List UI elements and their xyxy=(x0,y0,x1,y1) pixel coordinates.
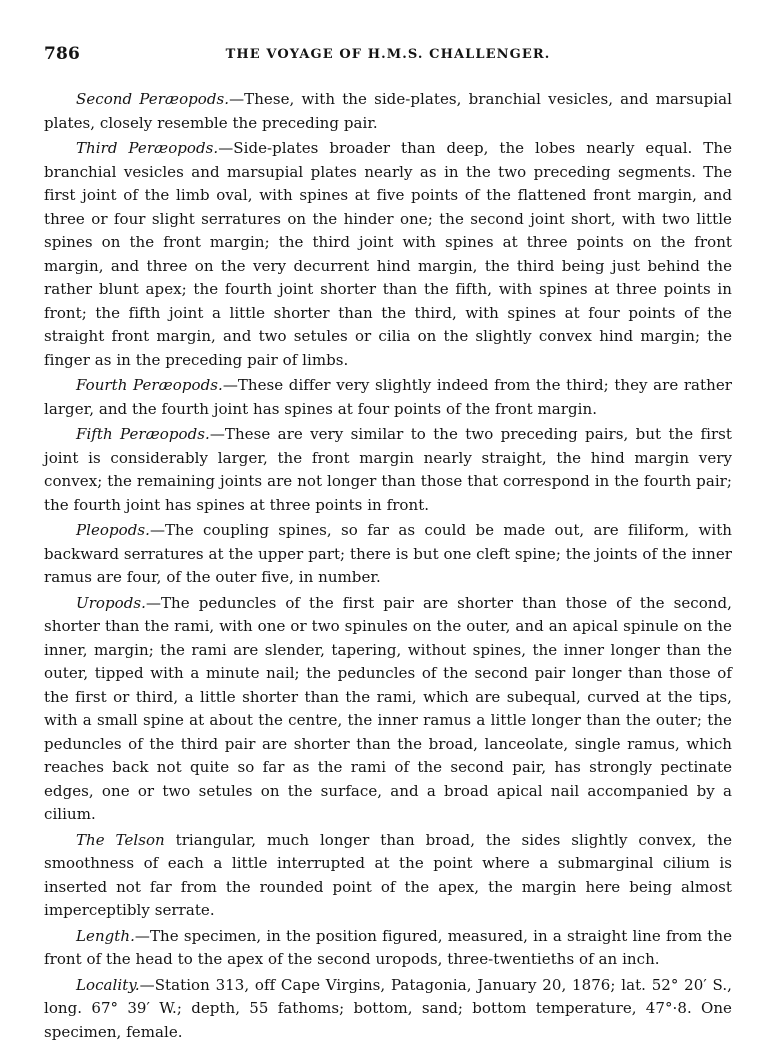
paragraph-lead: The Telson xyxy=(76,830,165,849)
paragraph-lead: Fifth Peræopods. xyxy=(76,425,210,443)
paragraph-pleopods xyxy=(44,519,732,590)
paragraph-fifth-peraeopods xyxy=(44,423,732,517)
paragraph-third-peraeopods xyxy=(44,137,732,372)
paragraph-text: —The specimen, in the position figured, measured, in a straight line from the front of the head to the apex of the second uropods, three-twentieths of an inch. xyxy=(44,926,732,968)
paragraph-text: —These are very similar to the two preceding pairs, but the first joint is considerably larger, the front margin nearly straight, the hind margin very convex; the remaining joints are not longer than those that correspond in the fourth pair; the fourth joint has spines at three points in front. xyxy=(44,425,733,514)
document-page xyxy=(44,38,732,1046)
paragraph-lead: Fourth Peræopods. xyxy=(76,376,223,394)
paragraph-text: triangular, much longer than broad, the sides slightly convex, the smoothness of each a little interrupted at the point where a submarginal cilium is inserted not far from the rounded point of the apex, the margin here being almost imperceptibly serrate. xyxy=(44,830,732,919)
paragraph-text: —The coupling spines, so far as could be made out, are filiform, with backward serratures at the upper part; there is but one cleft spine; the joints of the inner ramus are four, of the outer five, in number. xyxy=(44,521,732,586)
paragraph-telson xyxy=(44,829,732,923)
paragraph-text: —These, with the side-plates, branchial vesicles, and marsupial plates, closely resemble the preceding pair. xyxy=(44,90,732,132)
paragraph-lead: Second Peræopods. xyxy=(76,90,230,108)
body-text xyxy=(44,88,732,1044)
paragraph-second-peraeopods xyxy=(44,88,732,135)
paragraph-text: —Station 313, off Cape Virgins, Patagonia, January 20, 1876; lat. 52° 20′ S., long. 67° 39′ W.; depth, 55 fathoms; bottom, sand; bottom temperature, 47°·8. One specimen, female. xyxy=(44,975,732,1041)
paragraph-length xyxy=(44,925,732,972)
paragraph-text: —The peduncles of the first pair are shorter than those of the second, shorter than the rami, with one or two spinules on the outer, and an apical spinule on the inner, margin; the rami are slender, tapering, without spines, the inner longer than the outer, tipped with a minute nail; the peduncles of the second pair longer than those of the first or third, a little shorter than the rami, which are subequal, curved at the tips, with a small spine at about the centre, the inner ramus a little longer than the outer; the peduncles of the third pair are shorter than the broad, lanceolate, single ramus, which reaches back not quite so far as the rami of the second pair, has strongly pectinate edges, one or two setules on the surface, and a broad apical nail accompanied by a cilium. xyxy=(44,593,732,823)
paragraph-locality xyxy=(44,974,732,1045)
paragraph-lead: Length. xyxy=(76,926,135,945)
paragraph-fourth-peraeopods xyxy=(44,374,732,421)
paragraph-lead: Third Peræopods. xyxy=(76,139,219,157)
paragraph-text: —These differ very slightly indeed from the third; they are rather larger, and the fourth joint has spines at four points of the front margin. xyxy=(44,376,732,418)
page-header xyxy=(44,38,732,68)
page-number: 786 xyxy=(44,44,81,64)
paragraph-lead: Pleopods. xyxy=(76,521,150,539)
paragraph-lead: Uropods. xyxy=(76,593,146,612)
paragraph-uropods xyxy=(44,592,732,827)
paragraph-text: —Side-plates broader than deep, the lobes nearly equal. The branchial vesicles and marsupial plates nearly as in the two preceding segments. The first joint of the limb oval, with spines at five points of the flattened front margin, and three or four slight serratures on the hinder one; the second joint short, with two little spines on the front margin; the third joint with spines at three points on the front margin, and three on the very decurrent hind margin, the third being just behind the rather blunt apex; the fourth joint shorter than the fifth, with spines at three points in front; the fifth joint a little shorter than the third, with spines at four points of the straight front margin, and two setules or cilia on the slightly convex hind margin; the finger as in the preceding pair of limbs. xyxy=(44,139,732,369)
running-head: THE VOYAGE OF H.M.S. CHALLENGER. xyxy=(225,47,551,62)
paragraph-lead: Locality. xyxy=(76,975,140,994)
